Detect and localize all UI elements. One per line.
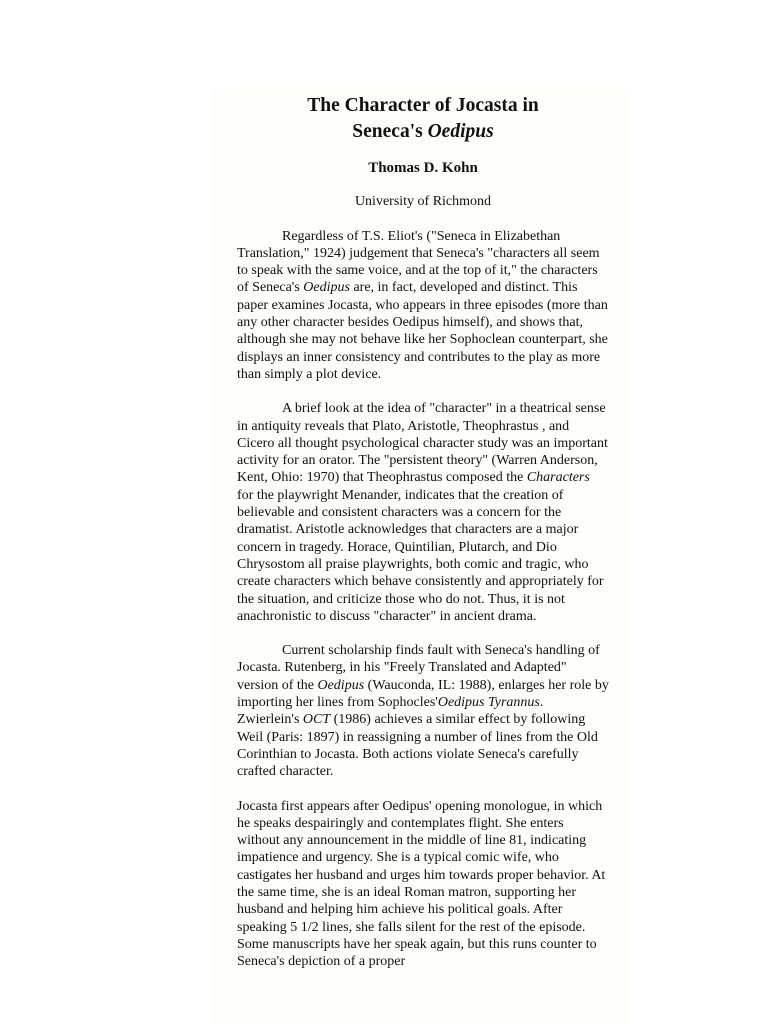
title-italic-oedipus: Oedipus bbox=[427, 121, 494, 142]
document-content bbox=[237, 90, 609, 970]
p1-text-a: Regardless of T.S. Eliot's ("Seneca in Elizabethan Translation," 1924) judgement that Seneca's "characters all seem to speak with the same voice, and at the top of it," the characters of Seneca's bbox=[237, 228, 600, 296]
paragraph-1 bbox=[237, 211, 609, 384]
paragraph-2 bbox=[237, 383, 609, 625]
p2-italic-1: Characters bbox=[526, 470, 590, 486]
p3-italic-1: Oedipus bbox=[317, 677, 365, 693]
p1-text-b: are, in fact, developed and distinct. This paper examines Jocasta, who appears in three episodes (more than any other character besides Oedipus himself), and shows that, although she may not behave like her Sophoclean counterpart, she displays an inner consistency and contributes to the play as more than simply a plot device. bbox=[237, 280, 608, 382]
p3-italic-2: Oedipus Tyrannus bbox=[437, 695, 540, 711]
p3-text-a: Current scholarship finds fault with Seneca's handling of Jocasta. Rutenberg, in his "Freely Translated and Adapted" version of the bbox=[237, 643, 600, 693]
title-line-2-prefix: Seneca's bbox=[352, 121, 428, 142]
paper-title bbox=[237, 90, 609, 145]
title-line-1: The Character of Jocasta in bbox=[307, 95, 539, 116]
p3-italic-3: OCT bbox=[302, 712, 331, 728]
p2-text-b: for the playwright Menander, indicates that the creation of believable and consistent characters was a concern for the dramatist. Aristotle acknowledges that characters are a major concern in tragedy. Horace, Quintilian, Plutarch, and Dio Chrysostom all praise playwrights, both comic and tragic, who create characters which behave consistently and appropriately for the situation, and criticize those who do not. Thus, it is not anachronistic to discuss "character" in ancient drama. bbox=[237, 487, 604, 624]
p2-text-a: A brief look at the idea of "character" in a theatrical sense in antiquity reveals that Plato, Aristotle, Theophrastus , and Cicero all thought psychological character study was an important activity for an orator. The "persistent theory" (Warren Anderson, Kent, Ohio: 1970) that Theophrastus composed the bbox=[237, 401, 608, 486]
paragraph-3 bbox=[237, 625, 609, 780]
document-page bbox=[212, 90, 630, 1024]
author-affiliation: University of Richmond bbox=[354, 194, 492, 210]
p4-text-a: Jocasta first appears after Oedipus' opening monologue, in which he speaks despairingly and contemplates flight. She enters without any announcement in the middle of line 81, indicating impatience and urgency. She is a typical comic wife, who castigates her husband and urges him towards proper behavior. At the same time, she is an ideal Roman matron, supporting her husband and helping him achieve his political goals. After speaking 5 1/2 lines, she falls silent for the rest of the episode. Some manuscripts have her speak again, but this runs counter to Seneca's depiction of a proper bbox=[237, 798, 606, 970]
p3-text-d: (1986) achieves a similar effect by following Weil (Paris: 1897) in reassigning a number of lines from the Old Corinthian to Jocasta. Both actions violate Seneca's carefully crafted character. bbox=[237, 712, 598, 780]
paragraph-4 bbox=[237, 781, 609, 971]
author-name: Thomas D. Kohn bbox=[368, 160, 478, 176]
title-line-2 bbox=[237, 119, 609, 145]
p1-italic-1: Oedipus bbox=[303, 280, 350, 296]
p3-text-c: . Zwierlein's bbox=[237, 695, 544, 728]
p3-text-b: (Wauconda, IL: 1988), enlarges her role by importing her lines from Sophocles' bbox=[237, 677, 609, 711]
